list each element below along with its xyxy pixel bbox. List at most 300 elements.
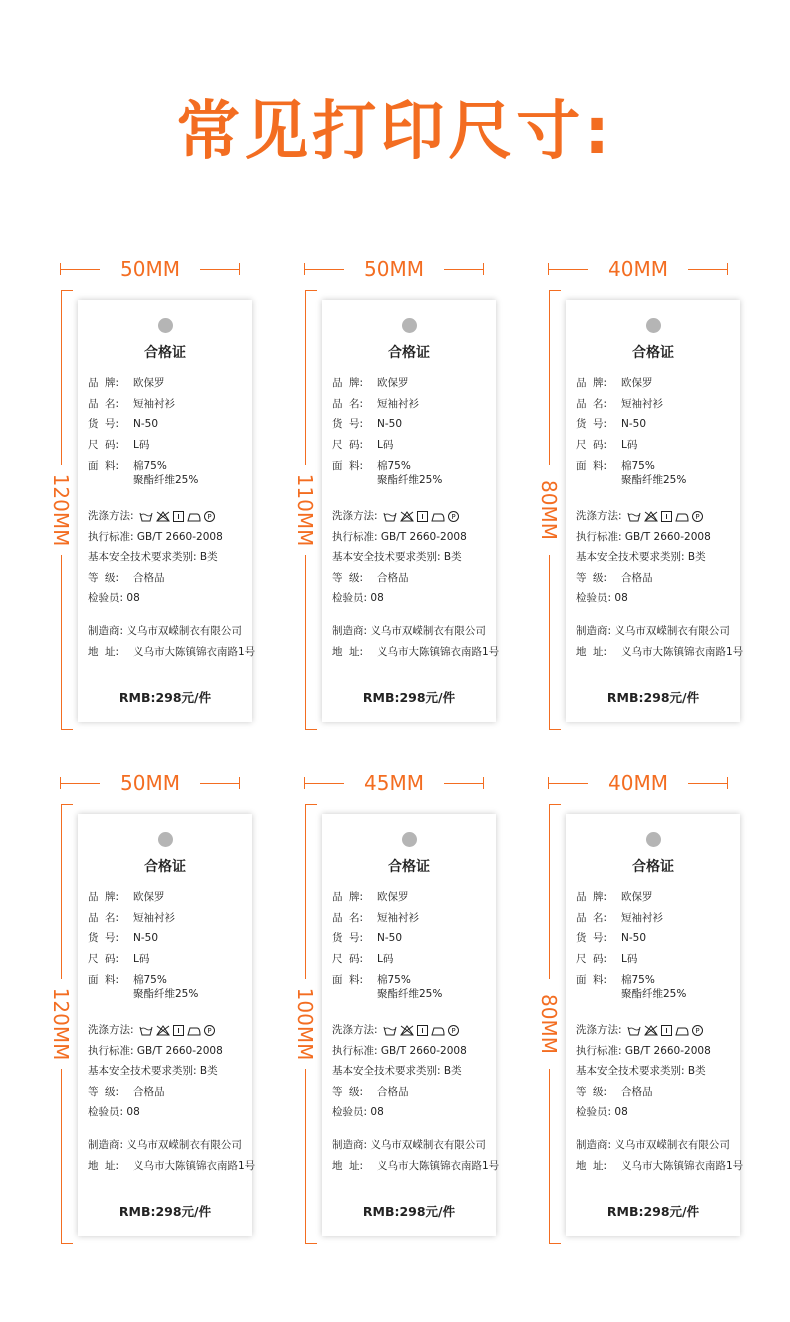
item-row [576, 931, 646, 945]
field-key: 名: [105, 912, 120, 924]
field-key: 名: [349, 912, 364, 924]
field-key: 洗涤方法: [332, 1024, 378, 1036]
safety-row [332, 1064, 462, 1078]
dim-line [304, 783, 344, 784]
field-value: 义乌市双嵘制衣有限公司 [370, 625, 486, 637]
field-key: 牌: [105, 377, 120, 389]
safety-row [88, 1064, 218, 1078]
field-key: 品 [88, 377, 99, 389]
height-label: 80MM [537, 480, 561, 540]
address-row [576, 645, 743, 659]
height-label: 80MM [537, 994, 561, 1054]
tag-hole [646, 318, 661, 333]
field-key: 名: [349, 398, 364, 410]
field-key: 面 [88, 460, 99, 472]
size-row [576, 438, 637, 452]
dim-line [549, 804, 550, 979]
height-label: 120MM [49, 987, 73, 1061]
field-key: 级: [105, 572, 120, 584]
field-value: 合格品 [133, 1086, 165, 1098]
field-key: 品 [576, 912, 587, 924]
name-row [576, 397, 663, 411]
dim-line [444, 783, 484, 784]
field-key: 等 [332, 572, 343, 584]
field-key: 面 [332, 974, 343, 986]
field-key: 品 [576, 377, 587, 389]
field-key: 基本安全技术要求类别: [88, 1065, 197, 1077]
name-row [576, 911, 663, 925]
height-dimension [294, 804, 316, 1244]
field-value: B类 [199, 1065, 218, 1077]
field-key: 料: [105, 974, 120, 986]
field-key: 基本安全技术要求类别: [576, 1065, 685, 1077]
field-key: 名: [593, 912, 608, 924]
dim-line [61, 804, 62, 979]
care-icons [139, 511, 215, 522]
safety-row [332, 550, 462, 564]
address-row [88, 645, 255, 659]
grade-row [88, 1085, 165, 1099]
field-key: 洗涤方法: [576, 510, 622, 522]
field-value: 聚酯纤维25% [377, 988, 443, 1000]
brand-row [88, 890, 165, 904]
field-key: 料: [105, 460, 120, 472]
item-row [88, 931, 158, 945]
dim-line [61, 290, 62, 465]
field-value: 义乌市大陈镇锦衣南路1号 [133, 646, 256, 658]
field-key: 牌: [105, 891, 120, 903]
field-value: 聚酯纤维25% [133, 988, 199, 1000]
field-key: 址: [349, 1160, 364, 1172]
field-value: 08 [370, 1106, 384, 1118]
field-value: N-50 [133, 932, 159, 944]
price-label: RMB:298元/件 [118, 1204, 212, 1219]
dim-tick [727, 777, 728, 789]
tag-hole [158, 318, 173, 333]
field-key: 名: [593, 398, 608, 410]
width-dimension [548, 772, 728, 794]
dim-line [549, 555, 550, 730]
field-value: 短袖衬衫 [621, 398, 663, 410]
field-key: 号: [349, 932, 364, 944]
iron-icon [431, 1025, 445, 1036]
width-dimension [304, 258, 484, 280]
standard-row [576, 1044, 711, 1058]
dim-tick [727, 263, 728, 275]
field-value: 义乌市大陈镇锦衣南路1号 [377, 646, 500, 658]
safety-row [576, 1064, 706, 1078]
field-value: 聚酯纤维25% [621, 474, 687, 486]
field-key: 货 [88, 932, 99, 944]
field-key: 品 [332, 891, 343, 903]
field-value: B类 [687, 1065, 706, 1077]
field-key: 地 [332, 646, 343, 658]
field-value: 棉75% [133, 974, 167, 986]
wash-tub-icon [383, 511, 397, 522]
dim-tick [61, 729, 73, 730]
width-label: 40MM [608, 771, 668, 795]
width-label: 40MM [608, 257, 668, 281]
grade-row [88, 571, 165, 585]
height-label: 120MM [49, 473, 73, 547]
dim-line [549, 290, 550, 465]
field-key: 执行标准: [576, 531, 622, 543]
field-value: 义乌市双嵘制衣有限公司 [614, 625, 730, 637]
width-dimension [548, 258, 728, 280]
no-bleach-icon [156, 1025, 170, 1036]
iron-icon [675, 1025, 689, 1036]
no-bleach-icon [644, 1025, 658, 1036]
field-value: L码 [377, 953, 394, 965]
tag-title: 合格证 [144, 345, 186, 361]
field-value: GB/T 2660-2008 [624, 531, 711, 543]
field-key: 检验员: [88, 592, 124, 604]
wash-tub-icon [627, 511, 641, 522]
height-label: 100MM [293, 987, 317, 1061]
care-icons [139, 1025, 215, 1036]
field-key: 尺 [332, 953, 343, 965]
field-value: GB/T 2660-2008 [380, 531, 467, 543]
field-key: 号: [593, 932, 608, 944]
inspector-row [332, 1105, 384, 1119]
dim-tick [305, 290, 317, 291]
size-cell [49, 257, 256, 728]
hang-tag [78, 300, 256, 722]
field-key: 品 [576, 398, 587, 410]
field-key: 地 [576, 1160, 587, 1172]
dim-line [61, 1069, 62, 1244]
field-key: 制造商: [332, 625, 368, 637]
width-dimension [304, 772, 484, 794]
field-key: 地 [88, 646, 99, 658]
wash-tub-icon [139, 1025, 153, 1036]
field-key: 址: [349, 646, 364, 658]
field-value: L码 [621, 953, 638, 965]
material-row [332, 973, 411, 987]
price-label: RMB:298元/件 [118, 690, 212, 705]
height-dimension [50, 804, 72, 1244]
field-key: 品 [88, 912, 99, 924]
field-key: 检验员: [332, 592, 368, 604]
svg-text:P: P [207, 1026, 212, 1035]
size-row [332, 438, 393, 452]
standard-row [332, 530, 467, 544]
brand-row [88, 376, 165, 390]
grade-row [576, 571, 653, 585]
maker-row [576, 1138, 730, 1152]
field-key: 执行标准: [332, 1045, 378, 1057]
maker-row [88, 624, 242, 638]
field-key: 级: [349, 1086, 364, 1098]
field-value: 义乌市大陈镇锦衣南路1号 [133, 1160, 256, 1172]
brand-row [576, 890, 653, 904]
field-key: 码: [105, 439, 120, 451]
field-key: 地 [88, 1160, 99, 1172]
tag-title: 合格证 [632, 859, 674, 875]
dim-tick [305, 1243, 317, 1244]
field-value: GB/T 2660-2008 [136, 1045, 223, 1057]
dry-clean-p-icon [448, 1025, 459, 1036]
field-key: 洗涤方法: [88, 1024, 134, 1036]
size-cell [537, 771, 744, 1242]
field-value: 短袖衬衫 [377, 912, 419, 924]
field-value: 合格品 [377, 572, 409, 584]
field-key: 码: [349, 439, 364, 451]
field-value: 义乌市大陈镇锦衣南路1号 [621, 646, 744, 658]
field-value: 聚酯纤维25% [133, 474, 199, 486]
dim-line [305, 1069, 306, 1244]
field-key: 号: [593, 418, 608, 430]
field-key: 牌: [593, 377, 608, 389]
field-value: L码 [377, 439, 394, 451]
dim-line [548, 783, 588, 784]
name-row [332, 911, 419, 925]
wash-row [576, 509, 703, 523]
standard-row [88, 530, 223, 544]
care-icons [627, 511, 703, 522]
field-key: 货 [332, 418, 343, 430]
wash-tub-icon [139, 511, 153, 522]
field-value: 棉75% [377, 974, 411, 986]
field-key: 检验员: [576, 1106, 612, 1118]
wash-row [88, 1023, 215, 1037]
field-key: 尺 [332, 439, 343, 451]
field-value: 08 [614, 592, 628, 604]
field-key: 牌: [349, 891, 364, 903]
size-cell [537, 257, 744, 728]
field-key: 尺 [88, 953, 99, 965]
field-value: 欧保罗 [133, 891, 165, 903]
care-icons [383, 1025, 459, 1036]
field-value: GB/T 2660-2008 [380, 1045, 467, 1057]
width-dimension [60, 258, 240, 280]
hang-tag [566, 814, 744, 1236]
field-key: 制造商: [332, 1139, 368, 1151]
field-key: 地 [576, 646, 587, 658]
item-row [88, 417, 158, 431]
tumble-dry-icon [661, 1025, 672, 1036]
size-cell [293, 257, 500, 728]
size-row [88, 952, 149, 966]
field-key: 号: [105, 418, 120, 430]
dry-clean-p-icon [204, 1025, 215, 1036]
tumble-dry-icon [173, 511, 184, 522]
hang-tag [566, 300, 744, 722]
tumble-dry-icon [173, 1025, 184, 1036]
tag-title: 合格证 [144, 859, 186, 875]
field-key: 尺 [576, 439, 587, 451]
material-row [576, 459, 655, 473]
field-value: 欧保罗 [621, 377, 653, 389]
field-value: 聚酯纤维25% [621, 988, 687, 1000]
dim-line [444, 269, 484, 270]
field-key: 洗涤方法: [332, 510, 378, 522]
field-value: 棉75% [621, 460, 655, 472]
field-key: 品 [332, 912, 343, 924]
width-dimension [60, 772, 240, 794]
field-value: 合格品 [133, 572, 165, 584]
field-value: N-50 [377, 932, 403, 944]
field-key: 货 [88, 418, 99, 430]
material-row [88, 973, 167, 987]
name-row [332, 397, 419, 411]
price-label: RMB:298元/件 [606, 1204, 700, 1219]
field-value: 棉75% [621, 974, 655, 986]
field-key: 码: [593, 953, 608, 965]
height-dimension [538, 804, 560, 1244]
address-row [332, 645, 499, 659]
field-key: 品 [332, 377, 343, 389]
field-key: 执行标准: [576, 1045, 622, 1057]
tag-title: 合格证 [388, 345, 430, 361]
item-row [576, 417, 646, 431]
size-row [332, 952, 393, 966]
wash-row [88, 509, 215, 523]
field-key: 尺 [88, 439, 99, 451]
height-dimension [294, 290, 316, 730]
material-row-2 [621, 473, 686, 487]
field-value: GB/T 2660-2008 [624, 1045, 711, 1057]
field-key: 面 [88, 974, 99, 986]
dim-tick [549, 290, 561, 291]
material-row-2 [377, 473, 442, 487]
standard-row [576, 530, 711, 544]
maker-row [332, 624, 486, 638]
dim-line [688, 783, 728, 784]
wash-row [332, 1023, 459, 1037]
field-value: 欧保罗 [621, 891, 653, 903]
inspector-row [88, 591, 140, 605]
field-key: 洗涤方法: [576, 1024, 622, 1036]
height-label: 110MM [293, 473, 317, 547]
field-key: 级: [593, 1086, 608, 1098]
field-key: 料: [593, 974, 608, 986]
field-key: 牌: [593, 891, 608, 903]
field-value: N-50 [377, 418, 403, 430]
tag-hole [402, 318, 417, 333]
svg-text:P: P [695, 512, 700, 521]
field-value: L码 [133, 439, 150, 451]
field-key: 码: [593, 439, 608, 451]
address-row [88, 1159, 255, 1173]
price-label: RMB:298元/件 [606, 690, 700, 705]
address-row [332, 1159, 499, 1173]
field-key: 基本安全技术要求类别: [332, 1065, 441, 1077]
field-key: 执行标准: [332, 531, 378, 543]
dim-tick [305, 804, 317, 805]
iron-icon [431, 511, 445, 522]
width-label: 50MM [364, 257, 424, 281]
field-key: 号: [349, 418, 364, 430]
width-label: 50MM [120, 771, 180, 795]
field-key: 等 [88, 572, 99, 584]
field-value: 欧保罗 [133, 377, 165, 389]
brand-row [332, 376, 409, 390]
no-bleach-icon [400, 511, 414, 522]
brand-row [332, 890, 409, 904]
field-key: 制造商: [88, 1139, 124, 1151]
field-key: 牌: [349, 377, 364, 389]
width-label: 50MM [120, 257, 180, 281]
dry-clean-p-icon [692, 511, 703, 522]
wash-tub-icon [383, 1025, 397, 1036]
field-key: 检验员: [576, 592, 612, 604]
field-value: 聚酯纤维25% [377, 474, 443, 486]
item-row [332, 417, 402, 431]
material-row-2 [133, 473, 198, 487]
field-value: L码 [621, 439, 638, 451]
dim-line [688, 269, 728, 270]
height-dimension [538, 290, 560, 730]
dim-line [305, 555, 306, 730]
field-key: 品 [332, 398, 343, 410]
tag-title: 合格证 [632, 345, 674, 361]
dim-tick [549, 729, 561, 730]
material-row-2 [133, 987, 198, 1001]
material-row [576, 973, 655, 987]
safety-row [88, 550, 218, 564]
field-key: 基本安全技术要求类别: [332, 551, 441, 563]
dim-tick [483, 263, 484, 275]
field-value: 短袖衬衫 [621, 912, 663, 924]
field-value: 棉75% [133, 460, 167, 472]
size-cell [293, 771, 500, 1242]
material-row [88, 459, 167, 473]
field-key: 检验员: [332, 1106, 368, 1118]
field-key: 料: [349, 460, 364, 472]
field-value: 合格品 [621, 1086, 653, 1098]
dim-tick [239, 777, 240, 789]
field-key: 制造商: [88, 625, 124, 637]
dim-tick [305, 729, 317, 730]
inspector-row [332, 591, 384, 605]
field-key: 品 [576, 891, 587, 903]
field-value: 08 [614, 1106, 628, 1118]
size-row [88, 438, 149, 452]
field-key: 名: [105, 398, 120, 410]
field-value: 08 [126, 1106, 140, 1118]
field-key: 址: [593, 646, 608, 658]
price-label: RMB:298元/件 [362, 690, 456, 705]
field-key: 等 [576, 572, 587, 584]
dry-clean-p-icon [692, 1025, 703, 1036]
field-value: 08 [126, 592, 140, 604]
page-title: 常见打印尺寸: [176, 95, 614, 169]
safety-row [576, 550, 706, 564]
tumble-dry-icon [417, 1025, 428, 1036]
dim-tick [483, 777, 484, 789]
tumble-dry-icon [417, 511, 428, 522]
dry-clean-p-icon [448, 511, 459, 522]
field-key: 址: [105, 1160, 120, 1172]
care-icons [383, 511, 459, 522]
wash-row [332, 509, 459, 523]
height-dimension [50, 290, 72, 730]
dim-line [200, 783, 240, 784]
field-key: 级: [349, 572, 364, 584]
field-key: 品 [88, 891, 99, 903]
field-key: 号: [105, 932, 120, 944]
dim-tick [239, 263, 240, 275]
field-key: 基本安全技术要求类别: [576, 551, 685, 563]
tumble-dry-icon [661, 511, 672, 522]
field-key: 码: [349, 953, 364, 965]
material-row-2 [377, 987, 442, 1001]
field-value: B类 [443, 551, 462, 563]
field-key: 料: [593, 460, 608, 472]
iron-icon [187, 1025, 201, 1036]
field-key: 址: [105, 646, 120, 658]
